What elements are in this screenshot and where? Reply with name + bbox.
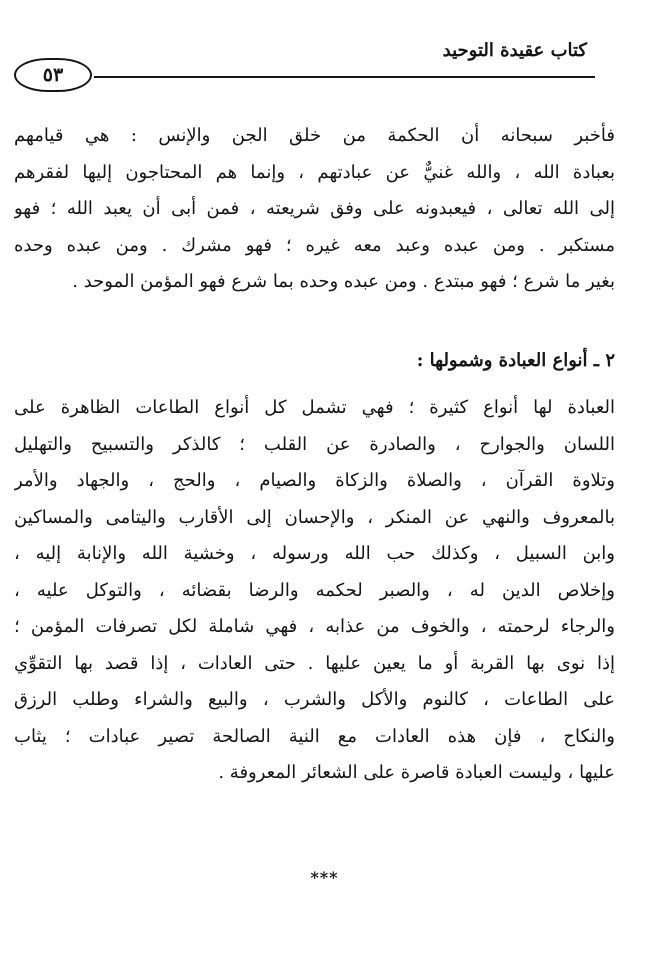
text-line: والنكاح ، فإن هذه العادات مع النية الصالحة تصير عبادات ؛ يثاب (14, 725, 615, 747)
book-title: كتاب عقيدة التوحيد (442, 40, 587, 61)
text-line: على الطاعات ، كالنوم والأكل والشرب ، والبيع والشراء وطلب الرزق (14, 689, 615, 710)
text-line: بالمعروف والنهي عن المنكر ، والإحسان إلى الأقارب واليتامى والمساكين (14, 506, 615, 528)
text-line: إذا نوى بها القربة أو ما يعين عليها . حتى العادات ، إذا قصد بها التقوِّي (14, 652, 615, 674)
section-separator: *** (310, 868, 339, 887)
text-line: والرجاء لرحمته ، والخوف من عذابه ، فهي شاملة لكل تصرفات المؤمن ؛ (14, 616, 615, 637)
text-line: اللسان والجوارح ، والصادرة عن القلب ؛ كالذكر والتسبيح والتهليل (14, 433, 615, 455)
text-line: وإخلاص الدين له ، والصبر لحكمه والرضا بقضائه ، والتوكل عليه ، (14, 579, 615, 601)
text-line: مستكبر . ومن عبده وعبد معه غيره ؛ فهو مشرك . ومن عبده وحده (14, 234, 615, 256)
text-line: وابن السبيل ، وكذلك حب الله ورسوله ، وخشية الله والإنابة إليه ، (14, 543, 615, 564)
text-line: بغير ما شرع ؛ فهو مبتدع . ومن عبده وحده بما شرع فهو المؤمن الموحد . (72, 271, 615, 292)
text-line: فأخبر سبحانه أن الحكمة من خلق الجن والإنس : هي قيامهم (14, 125, 615, 146)
paragraph-wisdom (14, 118, 615, 301)
paragraph-worship-types (14, 390, 615, 792)
section-heading: ٢ ـ أنواع العبادة وشمولها : (416, 350, 615, 371)
text-line: بعبادة الله ، والله غنيٌّ عن عبادتهم ، وإنما هم المحتاجون إليها لفقرهم (14, 161, 615, 183)
page-number: ٥٣ (14, 58, 92, 92)
text-line: وتلاوة القرآن ، والصلاة والزكاة والصيام ، والحج ، والجهاد والأمر (14, 470, 615, 491)
text-line: إلى الله تعالى ، فيعبدونه على وفق شريعته ، فمن أبى أن يعبد الله ؛ فهو (14, 198, 615, 219)
header-rule (94, 76, 595, 78)
text-line: العبادة لها أنواع كثيرة ؛ فهي تشمل كل أنواع الطاعات الظاهرة على (14, 397, 615, 418)
text-line: عليها ، وليست العبادة قاصرة على الشعائر المعروفة . (218, 762, 615, 783)
